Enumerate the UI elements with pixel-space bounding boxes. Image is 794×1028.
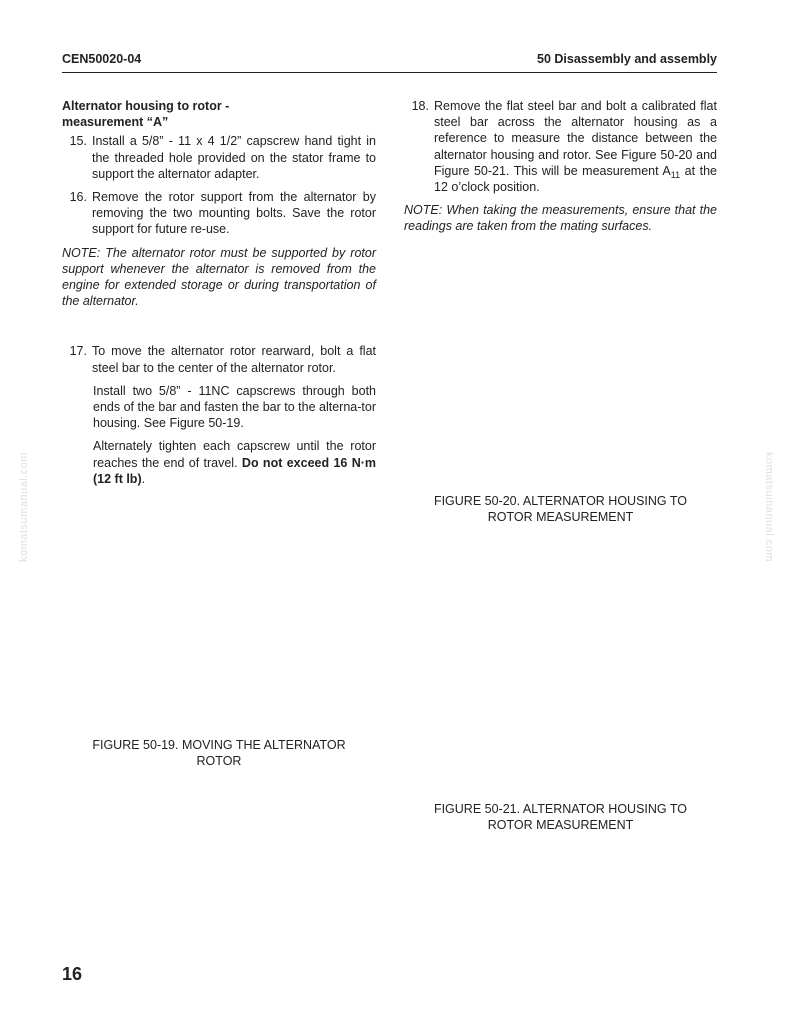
torque-warning: Do not exceed 16 N·m (12 ft lb): [93, 455, 377, 486]
watermark-left: komatsumanual.com: [18, 452, 30, 562]
step-text: Install a 5/8” - 11 x 4 1/2” capscrew hand tight in the threaded hole provided on the stator frame to support the alternator adapter.: [92, 134, 376, 181]
left-column: [62, 98, 376, 494]
figure-50-19-caption: [62, 737, 376, 769]
caption-line-1: FIGURE 50-19. MOVING THE ALTERNATOR: [92, 738, 346, 752]
step-16: [62, 189, 376, 238]
section-title: 50 Disassembly and assembly: [537, 52, 717, 66]
header-rule: [62, 72, 717, 73]
step-18: [404, 98, 717, 195]
step-15: [62, 133, 376, 182]
step-number: 18.: [411, 99, 429, 113]
page-number: 16: [62, 964, 83, 984]
section-heading: [62, 98, 376, 130]
step-18-tail: at the 12 o’clock position.: [434, 163, 717, 195]
measurement-note: NOTE: When taking the measurements, ensure that the readings are taken from the mating surfaces.: [404, 203, 717, 234]
detail-text: Alternately tighten each capscrew until the rotor reaches the end of travel.: [93, 439, 376, 470]
caption-line-2: ROTOR MEASUREMENT: [487, 510, 634, 525]
caption-line-2: ROTOR MEASUREMENT: [487, 818, 634, 833]
step-17: [62, 343, 376, 375]
figure-50-21-caption: [404, 801, 717, 833]
caption-line-1: FIGURE 50-20. ALTERNATOR HOUSING TO: [433, 494, 688, 508]
step-text: Remove the rotor support from the alternator by removing the two mounting bolts. Save the rotor support for future re-use.: [92, 190, 376, 237]
step-number: 17.: [69, 344, 87, 359]
step-number: 15.: [69, 134, 87, 149]
step-17-detail-2: [93, 438, 376, 487]
heading-line-1: Alternator housing to rotor -: [62, 99, 230, 113]
detail-end: .: [141, 471, 146, 486]
right-column: [404, 98, 717, 242]
watermark-right: komatsumanual.com: [763, 452, 775, 562]
figure-50-20-caption: [404, 493, 717, 525]
step-text: To move the alternator rotor rearward, bolt a flat steel bar to the center of the alternator rotor.: [92, 344, 376, 375]
step-number: 16.: [69, 190, 87, 205]
heading-line-2: measurement “A”: [62, 115, 169, 130]
step-17-detail-1: Install two 5/8” - 11NC capscrews through both ends of the bar and fasten the bar to the alterna-tor housing. See Figure 50-19.: [93, 383, 376, 431]
caption-line-2: ROTOR: [196, 754, 242, 769]
step-text: [434, 98, 717, 195]
measurement-subscript: 11: [670, 169, 681, 180]
spacer: [62, 316, 376, 343]
step-18-body: Remove the flat steel bar and bolt a calibrated flat steel bar across the alternator housing as a reference to measure the distance between the alternator housing and rotor. See Figure 50-20 and Figure 50-21. This will be measurement A: [434, 99, 717, 178]
document-id: CEN50020-04: [62, 52, 142, 66]
rotor-support-note: NOTE: The alternator rotor must be supported by rotor support whenever the alternator is removed from the engine for extended storage or during transportation of the alternator.: [62, 245, 376, 309]
caption-line-1: FIGURE 50-21. ALTERNATOR HOUSING TO: [433, 802, 688, 816]
